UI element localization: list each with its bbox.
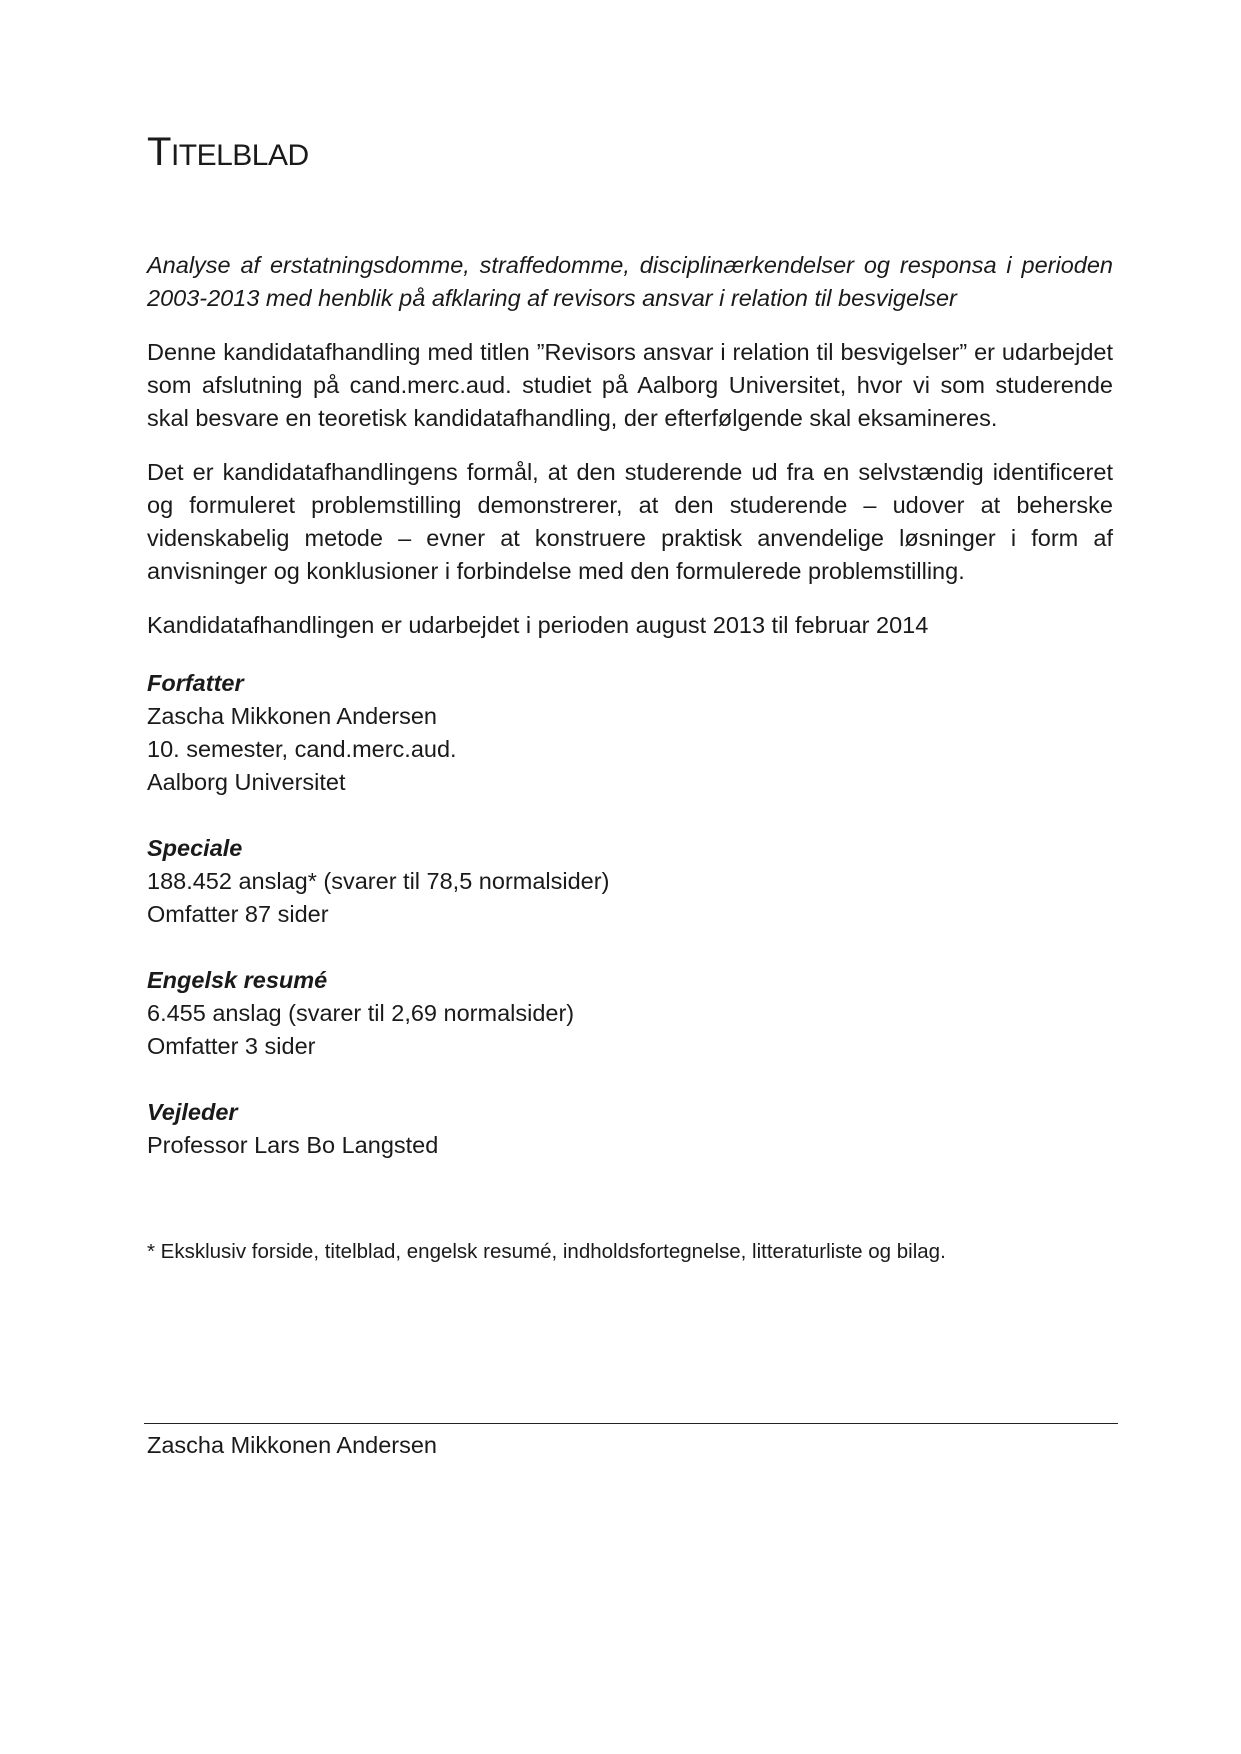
page-title-initial: T: [147, 130, 171, 174]
footnote: * Eksklusiv forside, titelblad, engelsk resumé, indholdsfortegnelse, litteraturliste og bilag.: [147, 1240, 946, 1263]
thesis-subtitle: Analyse af erstatningsdomme, straffedomme, disciplinærkendelser og responsa i perioden 2003-2013 med henblik på afklaring af revisors ansvar i relation til besvigelser: [147, 252, 1113, 311]
thesis-section: [147, 832, 1113, 931]
supervisor-section: [147, 1096, 1113, 1162]
intro-paragraph: Denne kandidatafhandling med titlen ”Revisors ansvar i relation til besvigelser” er udarbejdet som afslutning på cand.merc.aud. studiet på Aalborg Universitet, hvor vi som studerende skal besvare en teoretisk kandidatafhandling, der efterfølgende skal eksamineres.: [147, 339, 1113, 431]
signature-name: Zascha Mikkonen Andersen: [147, 1432, 437, 1458]
period-paragraph: Kandidatafhandlingen er udarbejdet i perioden august 2013 til februar 2014: [147, 612, 929, 638]
author-semester: 10. semester, cand.merc.aud.: [147, 736, 457, 762]
author-section: [147, 667, 1113, 799]
supervisor-heading: Vejleder: [147, 1099, 238, 1125]
summary-page-count: Omfatter 3 sider: [147, 1033, 316, 1059]
author-university: Aalborg Universitet: [147, 769, 346, 795]
page-title: [147, 124, 309, 184]
signature-line: [144, 1423, 1118, 1424]
thesis-character-count: 188.452 anslag* (svarer til 78,5 normalsider): [147, 868, 610, 894]
thesis-heading: Speciale: [147, 835, 243, 861]
purpose-paragraph: Det er kandidatafhandlingens formål, at den studerende ud fra en selvstændig identificeret og formuleret problemstilling demonstrerer, at den studerende – udover at beherske videnskabelig metode – evner at konstruere praktisk anvendelige løsninger i form af anvisninger og konklusioner i forbindelse med den formulerede problemstilling.: [147, 459, 1113, 584]
supervisor-name: Professor Lars Bo Langsted: [147, 1132, 439, 1158]
summary-section: [147, 964, 1113, 1063]
summary-heading: Engelsk resumé: [147, 967, 328, 993]
main-content: [147, 249, 1113, 1162]
author-name: Zascha Mikkonen Andersen: [147, 703, 437, 729]
thesis-page-count: Omfatter 87 sider: [147, 901, 329, 927]
page-title-rest: ITELBLAD: [170, 139, 309, 172]
summary-character-count: 6.455 anslag (svarer til 2,69 normalsider): [147, 1000, 575, 1026]
author-heading: Forfatter: [147, 670, 244, 696]
